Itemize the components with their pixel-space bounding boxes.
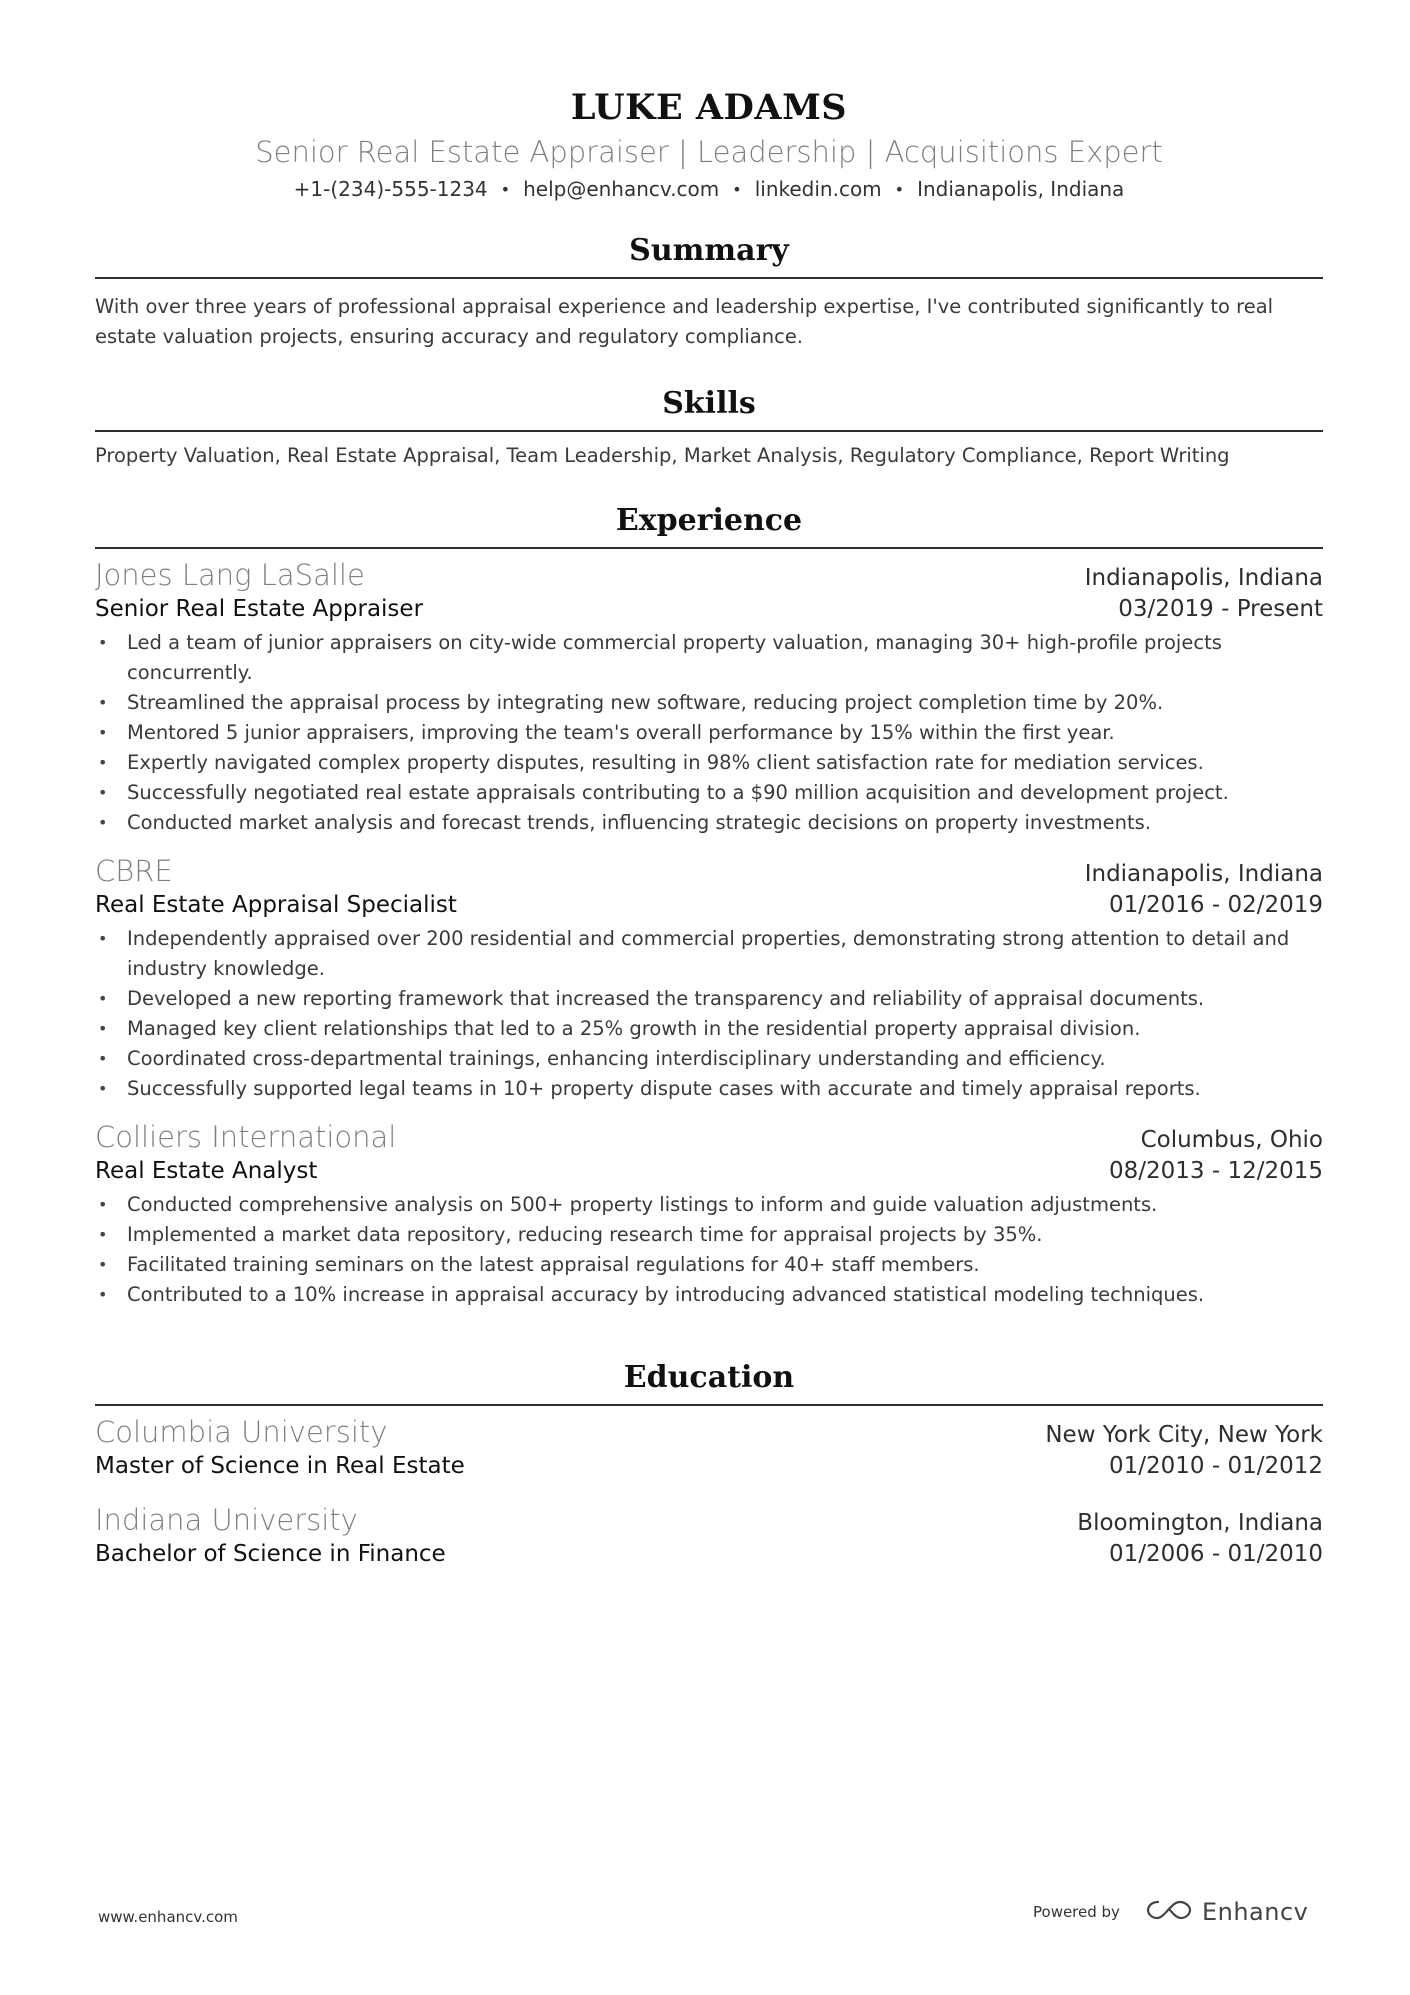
list-item: • Coordinated cross-departmental trainings, enhancing interdisciplinary understanding and efficiency. [95,1044,1323,1074]
list-item: • Managed key client relationships that led to a 25% growth in the residential property appraisal division. [95,1014,1323,1044]
skills-text: Property Valuation, Real Estate Appraisal, Team Leadership, Market Analysis, Regulatory Compliance, Report Writing [95,444,1230,467]
section-divider [95,430,1323,432]
footer-website-link[interactable]: www.enhancv.com [98,1908,238,1926]
list-item: • Successfully supported legal teams in 10+ property dispute cases with accurate and timely appraisal reports. [95,1074,1323,1104]
education-entry [95,1502,1323,1570]
job-title: Senior Real Estate Appraiser [95,596,424,622]
section-divider [95,277,1323,279]
bullet-separator: • [500,180,511,199]
resume-page [95,0,1323,1570]
achievement-list [95,1190,1323,1310]
list-item: • Contributed to a 10% increase in appraisal accuracy by introducing advanced statistical modeling techniques. [95,1280,1323,1310]
candidate-name: LUKE ADAMS [570,87,848,128]
company-name: Jones Lang LaSalle [95,558,365,592]
list-item: • Expertly navigated complex property disputes, resulting in 98% client satisfaction rate for mediation services. [95,748,1323,778]
job-location: Indianapolis, Indiana [1084,861,1323,887]
job-location: Columbus, Ohio [1140,1127,1323,1153]
job-dates: 01/2016 - 02/2019 [1108,892,1323,918]
school-name: Indiana University [95,1503,358,1537]
degree: Master of Science in Real Estate [95,1453,465,1479]
list-item: • Conducted market analysis and forecast trends, influencing strategic decisions on property investments. [95,808,1323,838]
section-divider [95,547,1323,549]
bullet-separator: • [894,180,905,199]
company-name: Colliers International [95,1120,397,1154]
education-entry [95,1414,1323,1482]
list-item: • Independently appraised over 200 residential and commercial properties, demonstrating strong attention to detail and industry knowledge. [95,924,1323,984]
list-item: • Mentored 5 junior appraisers, improving the team's overall performance by 15% within the first year. [95,718,1323,748]
school-name: Columbia University [95,1415,388,1449]
list-item: • Conducted comprehensive analysis on 500+ property listings to inform and guide valuation adjustments. [95,1190,1323,1220]
candidate-title: Senior Real Estate Appraiser | Leadership | Acquisitions Expert [255,135,1163,169]
contact-info [95,174,1323,205]
experience-entry [95,853,1323,1104]
list-item: • Implemented a market data repository, reducing research time for appraisal projects by 35%. [95,1220,1323,1250]
education-section [95,1358,1323,1570]
job-title: Real Estate Appraisal Specialist [95,892,457,918]
company-name: CBRE [95,854,173,888]
summary-section [95,231,1323,352]
list-item: • Developed a new reporting framework that increased the transparency and reliability of appraisal documents. [95,984,1323,1014]
location: Indianapolis, Indiana [917,177,1125,201]
email-link[interactable]: help@enhancv.com [523,177,720,201]
list-item: • Streamlined the appraisal process by integrating new software, reducing project completion time by 20%. [95,688,1323,718]
experience-entry [95,1119,1323,1310]
achievement-list [95,628,1323,838]
experience-section [95,501,1323,1310]
bullet-separator: • [732,180,742,199]
enhancv-logo-icon [1146,1898,1192,1926]
linkedin-link[interactable]: linkedin.com [754,177,882,201]
list-item: • Successfully negotiated real estate appraisals contributing to a $90 million acquisition and development project. [95,778,1323,808]
job-dates: 08/2013 - 12/2015 [1108,1158,1323,1184]
phone: +1-(234)-555-1234 [293,177,488,201]
school-location: New York City, New York [1045,1422,1323,1448]
brand-name: Enhancv [1201,1898,1309,1926]
summary-text: With over three years of professional appraisal experience and leadership expertise, I've contributed significantly to real estate valuation projects, ensuring accuracy and regulatory compliance. [95,295,1274,348]
experience-entry [95,557,1323,838]
list-item: • Led a team of junior appraisers on city-wide commercial property valuation, managing 30+ high-profile projects concurrently. [95,628,1323,688]
list-item: • Facilitated training seminars on the latest appraisal regulations for 40+ staff members. [95,1250,1323,1280]
powered-by-label: Powered by [1033,1903,1120,1921]
footer-branding [1033,1898,1308,1926]
section-heading-skills: Skills [662,386,756,421]
job-location: Indianapolis, Indiana [1084,565,1323,591]
section-heading-summary: Summary [629,233,789,268]
job-dates: 03/2019 - Present [1118,596,1323,622]
job-title: Real Estate Analyst [95,1158,318,1184]
study-dates: 01/2010 - 01/2012 [1108,1453,1323,1479]
study-dates: 01/2006 - 01/2010 [1108,1541,1323,1567]
section-divider [95,1404,1323,1406]
section-heading-education: Education [623,1360,795,1395]
section-heading-experience: Experience [615,503,803,538]
skills-section [95,384,1323,471]
degree: Bachelor of Science in Finance [95,1541,446,1567]
school-location: Bloomington, Indiana [1077,1510,1323,1536]
achievement-list [95,924,1323,1104]
resume-header [95,0,1323,205]
